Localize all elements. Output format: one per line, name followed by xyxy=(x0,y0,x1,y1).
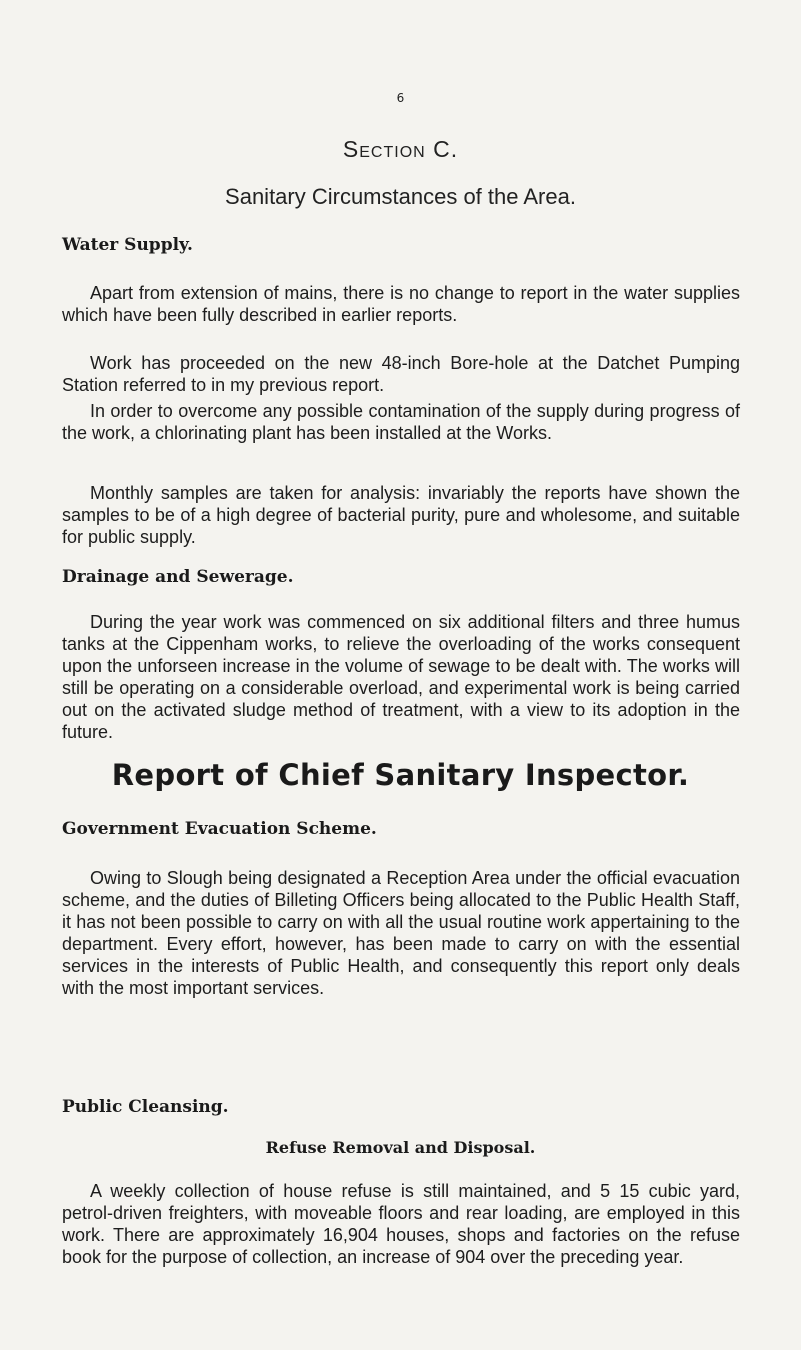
refuse-paragraph-1: A weekly collection of house refuse is still maintained, and 5 15 cubic yard, petrol-driven freighters, with moveable floors and rear loading, are employed in this work. There are approximately 16,904 houses, shops and factories on the refuse book for the purpose of collection, an increase of 904 over the preceding year. xyxy=(62,1181,740,1267)
evacuation-paragraph-1: Owing to Slough being designated a Reception Area under the official evacuation scheme, and the duties of Billeting Officers being allocated to the Public Health Staff, it has not been possible to carry on with all the usual routine work appertaining to the department. Every effort, however, has been made to carry on with the essential services in the interests of Public Health, and consequently this report only deals with the most important services. xyxy=(62,868,740,998)
section-subtitle: Sanitary Circumstances of the Area. xyxy=(225,184,576,209)
drainage-heading: Drainage and Sewerage. xyxy=(62,567,294,587)
water-supply-paragraph-3: In order to overcome any possible contamination of the supply during progress of the work, a chlorinating plant has been installed at the Works. xyxy=(62,401,740,443)
water-supply-paragraph-2: Work has proceeded on the new 48-inch Bore-hole at the Datchet Pumping Station referred to in my previous report. xyxy=(62,353,740,395)
drainage-paragraph-1: During the year work was commenced on six additional filters and three humus tanks at the Cippenham works, to relieve the overloading of the works consequent upon the unforseen increase in the volume of sewage to be dealt with. The works will still be operating on a considerable overload, and experimental work is being carried out on the activated sludge method of treatment, with a view to its adoption in the future. xyxy=(62,612,740,742)
section-title: Section C. xyxy=(342,136,459,162)
report-title: Report of Chief Sanitary Inspector. xyxy=(111,758,690,792)
water-supply-heading: Water Supply. xyxy=(62,235,193,255)
public-cleansing-heading: Public Cleansing. xyxy=(62,1097,229,1117)
page-number: 6 xyxy=(396,91,405,105)
water-supply-paragraph-4: Monthly samples are taken for analysis: invariably the reports have shown the samples to be of a high degree of bacterial purity, pure and wholesome, and suitable for public supply. xyxy=(62,483,740,547)
evacuation-heading: Government Evacuation Scheme. xyxy=(62,819,377,839)
water-supply-paragraph-1: Apart from extension of mains, there is no change to report in the water supplies which have been fully described in earlier reports. xyxy=(62,283,740,325)
refuse-removal-subheading: Refuse Removal and Disposal. xyxy=(265,1138,536,1157)
